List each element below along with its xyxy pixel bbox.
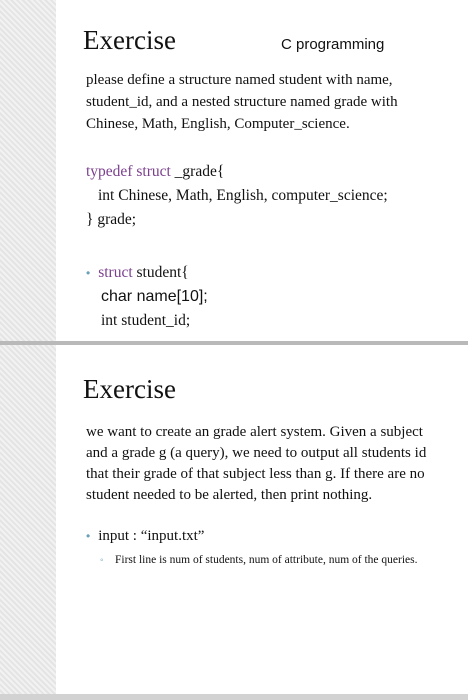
sub-bullet-icon: ◦ xyxy=(100,555,104,566)
grade-struct-code xyxy=(86,160,388,232)
code-line xyxy=(86,261,208,285)
code-line: int Chinese, Math, English, computer_science; xyxy=(98,187,388,204)
code-line xyxy=(86,160,388,184)
exercise-description: please define a structure named student with name, student_id, and a nested structure named grade with Chinese, Math, English, Computer_science. xyxy=(86,72,398,132)
slide-title: Exercise xyxy=(83,374,176,404)
slide-2 xyxy=(56,345,468,694)
slide-divider xyxy=(0,694,468,700)
slide-1 xyxy=(56,0,468,341)
code-text: student{ xyxy=(132,264,189,281)
code-line: int student_id; xyxy=(101,312,191,329)
slide-subtitle: C programming xyxy=(281,36,385,53)
code-keyword: struct xyxy=(98,264,133,281)
code-line: char name[10]; xyxy=(101,288,208,305)
sub-bullet-text: First line is num of students, num of attribute, num of the queries. xyxy=(115,554,418,566)
code-text: _grade{ xyxy=(170,163,225,180)
bullet-icon: • xyxy=(86,266,91,280)
input-bullet xyxy=(86,528,204,545)
input-bullet-text: input : “input.txt” xyxy=(98,528,205,544)
slide-title: Exercise xyxy=(83,25,176,55)
code-line: } grade; xyxy=(86,211,137,228)
sub-bullet xyxy=(100,552,465,569)
code-keyword: typedef struct xyxy=(86,163,171,180)
left-hatched-margin xyxy=(0,0,56,700)
student-struct-code xyxy=(86,261,208,333)
exercise-description: we want to create an grade alert system. Given a subject and a grade g (a query), we need to output all students id that their grade of that subject less than g. If there are no student needed to be alerted, then print nothing. xyxy=(86,424,427,503)
bullet-icon: • xyxy=(86,529,91,543)
